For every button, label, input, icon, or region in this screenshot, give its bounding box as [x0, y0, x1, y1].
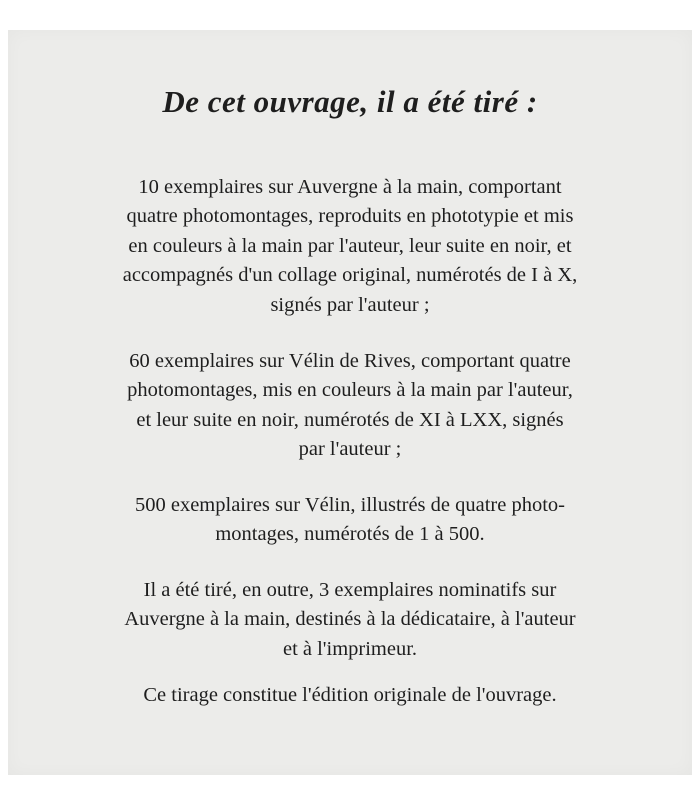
paragraph-line: par l'auteur ; — [298, 438, 402, 461]
paragraph-velin-edition — [58, 491, 642, 550]
book-page — [8, 30, 692, 775]
paragraph-line: en couleurs à la main par l'auteur, leur suite en noir, et — [128, 234, 572, 257]
paragraph-line: 500 exemplaires sur Vélin, illustrés de quatre photo- — [134, 494, 566, 516]
paragraph-line: accompagnés d'un collage original, numérotés de I à X, — [122, 264, 578, 287]
paragraph-line: et à l'imprimeur. — [282, 637, 418, 660]
paragraph-line: Il a été tiré, en outre, 3 exemplaires nominatifs sur — [143, 579, 557, 601]
paragraph-line: Ce tirage constitue l'édition originale de l'ouvrage. — [143, 684, 557, 706]
paragraph-nominative-copies — [58, 576, 642, 664]
paragraph-velin-rives-edition — [58, 347, 642, 465]
paragraph-line: 60 exemplaires sur Vélin de Rives, comportant quatre — [129, 350, 571, 372]
paragraph-line: Auvergne à la main, destinés à la dédicataire, à l'auteur — [124, 608, 576, 631]
paragraph-original-edition-note — [58, 681, 642, 710]
paragraph-line: quatre photomontages, reproduits en phototypie et mis — [126, 205, 574, 228]
paragraph-line: et leur suite en noir, numérotés de XI à LXX, signés — [136, 408, 564, 431]
paragraph-line: signés par l'auteur ; — [270, 293, 430, 316]
paragraph-auvergne-edition — [58, 173, 642, 320]
colophon-heading: De cet ouvrage, il a été tiré : — [162, 84, 538, 119]
paragraph-line: montages, numérotés de 1 à 500. — [215, 523, 485, 546]
paragraph-line: 10 exemplaires sur Auvergne à la main, comportant — [138, 176, 562, 198]
paragraph-line: photomontages, mis en couleurs à la main par l'auteur, — [127, 379, 573, 402]
